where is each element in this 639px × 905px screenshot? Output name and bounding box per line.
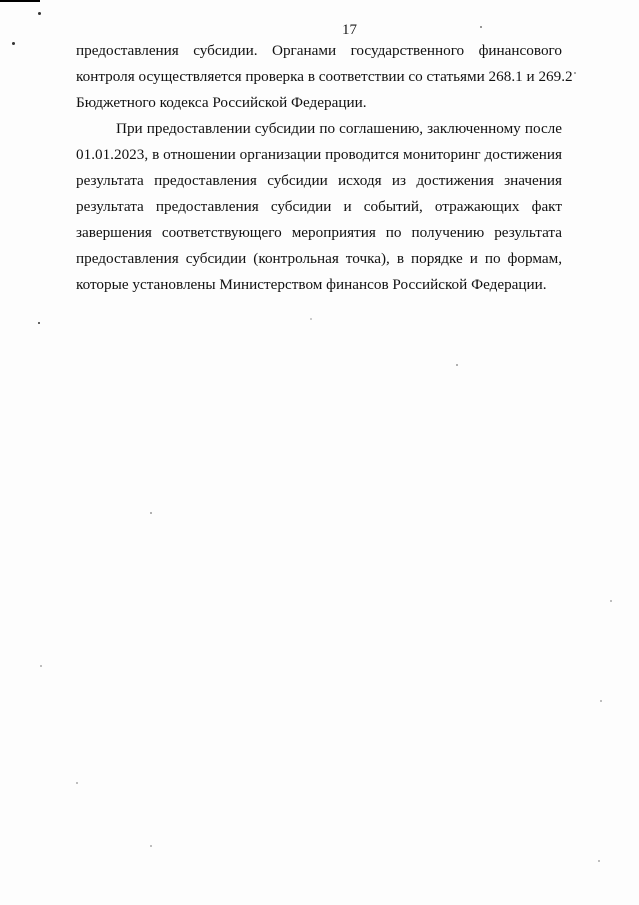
- scan-speck: [310, 318, 312, 320]
- scan-speck: [38, 322, 40, 324]
- text-line: Бюджетного кодекса Российской Федерации.: [76, 94, 367, 111]
- text-line: завершения соответствующего мероприятия по получению результата: [76, 224, 562, 241]
- scan-speck: [600, 700, 602, 702]
- text-line: При предоставлении субсидии по соглашению, заключенному после: [116, 120, 562, 137]
- scan-speck: [480, 26, 482, 28]
- paragraph-2: [76, 116, 562, 298]
- document-body: [76, 38, 573, 298]
- scan-speck: [76, 782, 78, 784]
- scan-speck: [12, 42, 15, 45]
- page-number: 17: [342, 22, 357, 38]
- text-line: контроля осуществляется проверка в соответствии со статьями 268.1 и 269.2: [76, 68, 573, 85]
- text-line: предоставления субсидии (контрольная точка), в порядке и по формам,: [76, 250, 562, 267]
- text-line: 01.01.2023, в отношении организации проводится мониторинг достижения: [76, 146, 562, 163]
- scan-speck: [40, 665, 42, 667]
- text-line: которые установлены Министерством финансов Российской Федерации.: [76, 276, 547, 293]
- scan-speck: [598, 860, 600, 862]
- scan-edge-mark: [0, 0, 40, 2]
- text-line: предоставления субсидии. Органами государственного финансового: [76, 42, 562, 59]
- scan-speck: [38, 12, 41, 15]
- scan-speck: [610, 600, 612, 602]
- text-line: результата предоставления субсидии и событий, отражающих факт: [76, 198, 562, 215]
- paragraph-1: [76, 38, 573, 116]
- scan-speck: [456, 364, 458, 366]
- scan-speck: [574, 72, 576, 74]
- scan-speck: [150, 845, 152, 847]
- text-line: результата предоставления субсидии исходя из достижения значения: [76, 172, 562, 189]
- scan-speck: [150, 512, 152, 514]
